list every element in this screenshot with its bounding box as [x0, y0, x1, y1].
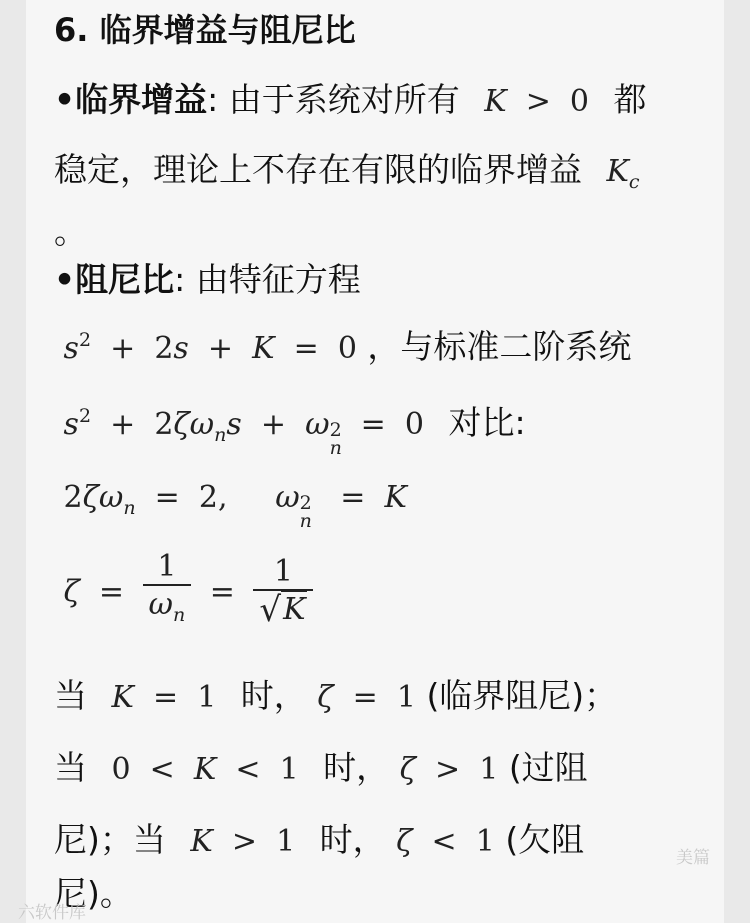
section-heading: 6. 临界增益与阻尼比	[54, 11, 356, 49]
case-critical: 当 K = 1 时， ζ = 1 (临界阻尼)；	[54, 676, 618, 715]
damping-line-1	[54, 260, 361, 300]
document-page	[26, 0, 724, 923]
fraction-1-over-sqrt-k: $\frac{1}{√K}$	[253, 555, 313, 629]
case-underdamped: 尼)；当 K > 1 时， ζ < 1 (欠阻	[54, 820, 585, 859]
critical-gain-line-1	[54, 80, 647, 122]
critical-gain-text: 由于系统对所有	[228, 80, 460, 119]
watermark-right: 美篇	[676, 848, 710, 868]
damping-text-3: 对比:	[448, 403, 526, 442]
bullet: •	[54, 260, 76, 299]
critical-gain-line-2	[54, 150, 640, 202]
equation-standard: $s^2 + 2\zeta\omega_ns + \omega$ 2 n = 0	[63, 405, 424, 459]
critical-gain-text-3: 稳定，理论上不存在有限的临界增益	[54, 150, 582, 189]
case-overdamped: 当 0 < K < 1 时， ζ > 1 (过阻	[54, 748, 588, 787]
damping-line-3	[54, 396, 526, 459]
colon: :	[174, 260, 186, 299]
damping-text-2: ，与标准二阶系统	[367, 327, 632, 366]
math-kc: $K_c$	[606, 154, 640, 193]
math-k-gt-0: K > 0	[484, 84, 590, 119]
fraction-1-over-omega: $\frac{1}{\omega_n}$	[143, 550, 192, 634]
damping-text: 由特征方程	[195, 260, 361, 299]
critical-gain-period: 。	[54, 212, 87, 251]
bullet: •	[54, 80, 76, 119]
damping-label: 阻尼比	[75, 260, 175, 299]
critical-gain-text-2: 都	[613, 80, 647, 119]
equation-comparison: $2\zeta\omega_n = 2$, ω 2 n = K	[54, 480, 407, 532]
damping-line-2	[54, 320, 631, 369]
colon: :	[207, 80, 219, 119]
critical-gain-label: 临界增益	[75, 80, 208, 119]
case-underdamped-cont: 尼)。	[54, 874, 133, 913]
equation-zeta: ζ = $\frac{1}{\omega_n}$ = $\frac{1}{√K}$	[54, 550, 321, 634]
watermark-bottom-left: 六软件库	[18, 903, 86, 923]
equation-characteristic: $s^2 + 2s + K = 0$	[63, 329, 357, 366]
